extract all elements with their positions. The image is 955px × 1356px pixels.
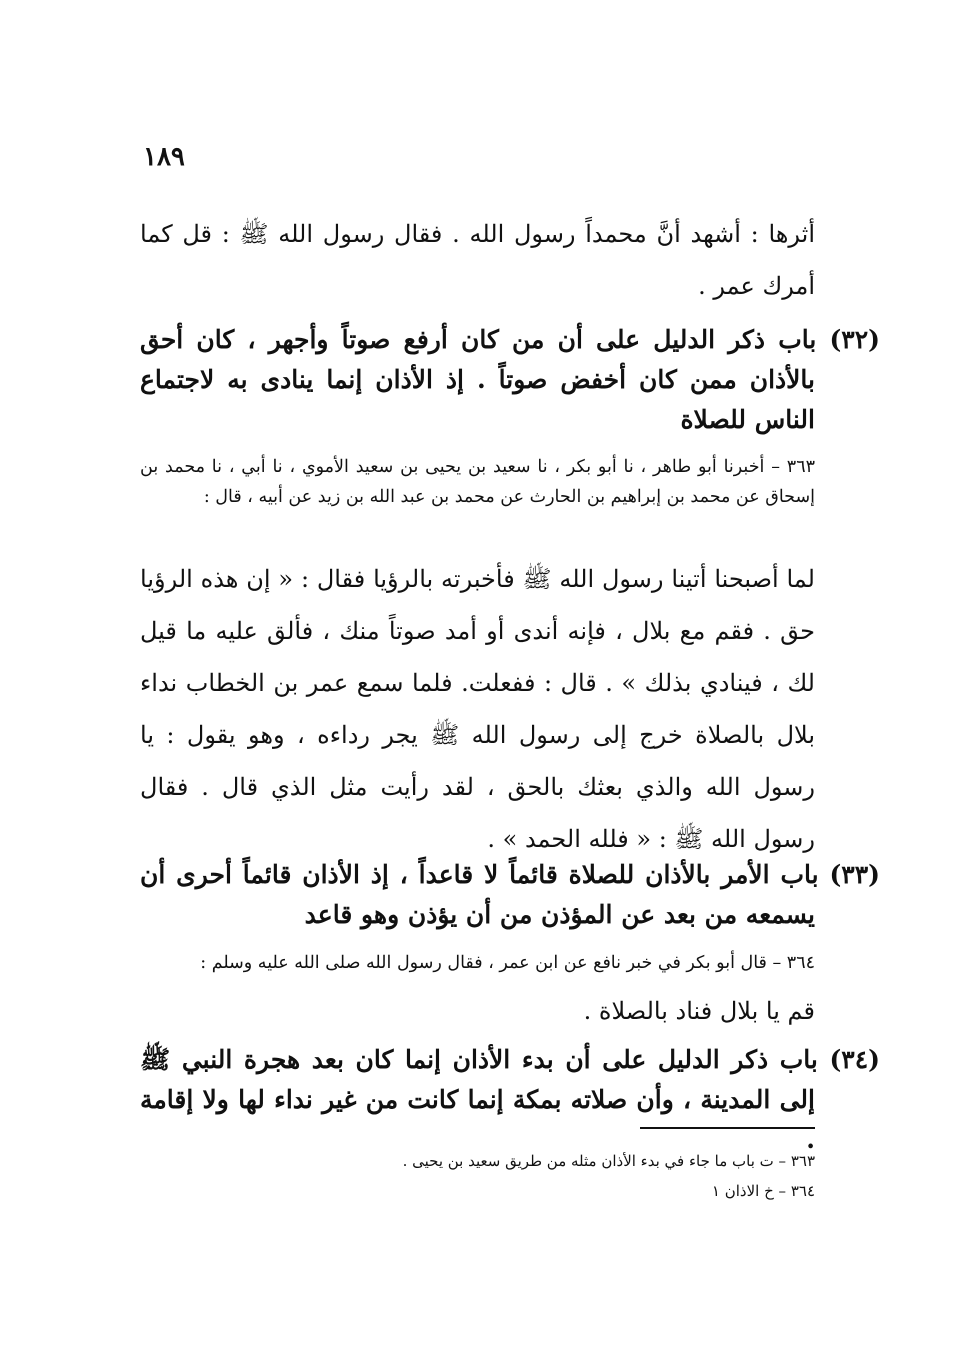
- narration-chain-363: ٣٦٣ – أخبرنا أبو طاهر ، نا أبو بكر ، نا سعيد بن يحيى بن سعيد الأموي ، نا أبي ، نا محمد بن إسحاق عن محمد بن إبراهيم بن الحارث عن محمد بن عبد الله بن زيد عن أبيه ، قال :: [140, 457, 815, 507]
- hadith-text-364: قم يا بلال فناد بالصلاة .: [583, 997, 815, 1025]
- footnote-363: ٣٦٣ – ت باب ما جاء في بدء الأذان مثله من طريق سعيد بن يحيى .: [402, 1152, 815, 1170]
- footnote-divider: [640, 1127, 815, 1129]
- paragraph-intro: أثرها : أشهد أنَّ محمداً رسول الله . فقال رسول الله ﷺ : قل كما أمرك عمر .: [140, 220, 815, 300]
- chapter-heading-32: (٣٢) باب ذكر الدليل على أن من كان أرفع صوتاً وأجهر ، كان أحق بالأذان ممن كان أخفض صوتاً . إذ الأذان إنما ينادى به لاجتماع الناس للصلاة: [140, 325, 880, 434]
- narration-chain-364: ٣٦٤ – قال أبو بكر في خبر نافع عن ابن عمر ، فقال رسول الله صلى الله عليه وسلم :: [200, 953, 815, 973]
- chapter-heading-33: (٣٣) باب الأمر بالأذان للصلاة قائماً لا قاعداً ، إذ الأذان قائماً أحرى أن يسمعه من بعد عن المؤذن من أن يؤذن وهو قاعد: [140, 860, 880, 929]
- hadith-text-363: لما أصبحنا أتينا رسول الله ﷺ فأخبرته بالرؤيا فقال : « إن هذه الرؤيا حق . فقم مع بلال ، فإنه أندى أو أمد صوتاً منك ، فألق عليه ما قيل لك ، فينادي بذلك » . قال : ففعلت. فلما سمع عمر بن الخطاب نداء بلال بالصلاة خرج إلى رسول الله ﷺ يجر رداءه ، وهو يقول : يا رسول الله والذي بعثك بالحق ، لقد رأيت مثل الذي قال . فقال رسول الله ﷺ : « فلله الحمد » .: [140, 565, 815, 853]
- page-number: ١٨٩: [143, 142, 185, 172]
- chapter-heading-34: (٣٤) باب ذكر الدليل على أن بدء الأذان إنما كان بعد هجرة النبي ﷺ إلى المدينة ، وأن صلاته بمكة إنما كانت من غير نداء لها ولا إقامة .: [140, 1045, 880, 1154]
- footnote-364: ٣٦٤ – خ الاذان ١: [711, 1182, 815, 1200]
